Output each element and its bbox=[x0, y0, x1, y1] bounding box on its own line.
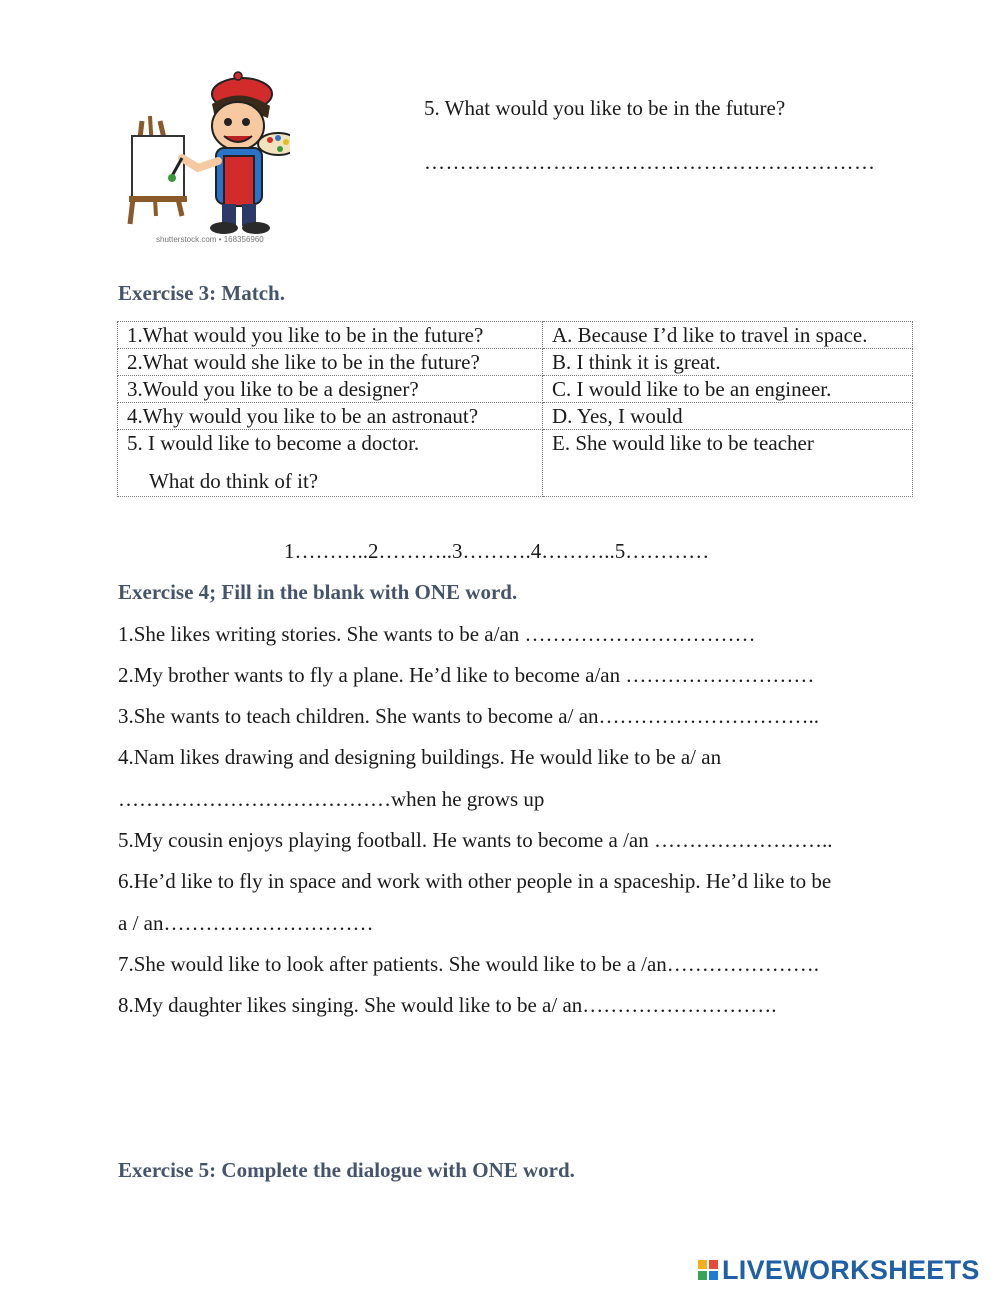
question-5-text: 5. What would you like to be in the future? bbox=[424, 96, 786, 120]
match-answer: B. I think it is great. bbox=[543, 349, 913, 376]
fill-blank-line[interactable]: …………………………………when he grows up bbox=[118, 787, 545, 811]
table-row bbox=[118, 349, 913, 376]
match-question: 1.What would you like to be in the future? bbox=[118, 322, 543, 349]
match-question-line1: 5. I would like to become a doctor. bbox=[127, 431, 420, 455]
table-row bbox=[118, 430, 913, 497]
exercise-3-heading: Exercise 3: Match. bbox=[118, 281, 285, 305]
match-answer: C. I would like to be an engineer. bbox=[543, 376, 913, 403]
match-question: 4.Why would you like to be an astronaut? bbox=[118, 403, 543, 430]
fill-blank-line: 6.He’d like to fly in space and work with other people in a spaceship. He’d like to be bbox=[118, 869, 832, 893]
liveworksheets-logo[interactable] bbox=[698, 1254, 980, 1286]
fill-blank-line[interactable]: 8.My daughter likes singing. She would like to be a/ an………………………. bbox=[118, 993, 777, 1017]
logo-text: LIVEWORKSHEETS bbox=[722, 1254, 980, 1285]
table-row bbox=[118, 376, 913, 403]
exercise-5-heading: Exercise 5: Complete the dialogue with ONE word. bbox=[118, 1158, 575, 1182]
match-table bbox=[117, 321, 913, 497]
painter-boy-illustration bbox=[120, 66, 290, 248]
fill-blank-line[interactable]: 2.My brother wants to fly a plane. He’d like to become a/an ……………………… bbox=[118, 663, 815, 687]
boy-figure bbox=[168, 72, 290, 234]
fill-blank-line[interactable]: 3.She wants to teach children. She wants to become a/ an………………………….. bbox=[118, 704, 820, 728]
table-row bbox=[118, 322, 913, 349]
table-row bbox=[118, 403, 913, 430]
fill-blank-line[interactable]: 1.She likes writing stories. She wants to be a/an …………………………… bbox=[118, 622, 756, 646]
fill-blank-line[interactable]: a / an………………………… bbox=[118, 911, 374, 935]
fill-blank-line[interactable]: 7.She would like to look after patients. She would like to be a /an…………………. bbox=[118, 952, 820, 976]
exercise-4-heading: Exercise 4; Fill in the blank with ONE word. bbox=[118, 580, 518, 604]
easel-icon bbox=[129, 116, 187, 224]
question-5-answer-blank[interactable]: ……………………………………………………… bbox=[424, 150, 876, 174]
match-question bbox=[118, 430, 543, 497]
fill-blank-line[interactable]: 5.My cousin enjoys playing football. He wants to become a /an …………………….. bbox=[118, 828, 833, 852]
image-caption: shutterstock.com • 168356960 bbox=[156, 235, 264, 244]
match-answer: E. She would like to be teacher bbox=[543, 430, 913, 497]
match-question-line2: What do think of it? bbox=[149, 469, 319, 493]
fill-blank-line: 4.Nam likes drawing and designing buildings. He would like to be a/ an bbox=[118, 745, 722, 769]
match-answer: D. Yes, I would bbox=[543, 403, 913, 430]
liveworksheets-blocks-icon bbox=[698, 1260, 718, 1280]
match-question: 2.What would she like to be in the future? bbox=[118, 349, 543, 376]
match-answer-blanks[interactable]: 1………..2………..3……….4………..5………… bbox=[284, 539, 710, 563]
match-question: 3.Would you like to be a designer? bbox=[118, 376, 543, 403]
match-answer: A. Because I’d like to travel in space. bbox=[543, 322, 913, 349]
